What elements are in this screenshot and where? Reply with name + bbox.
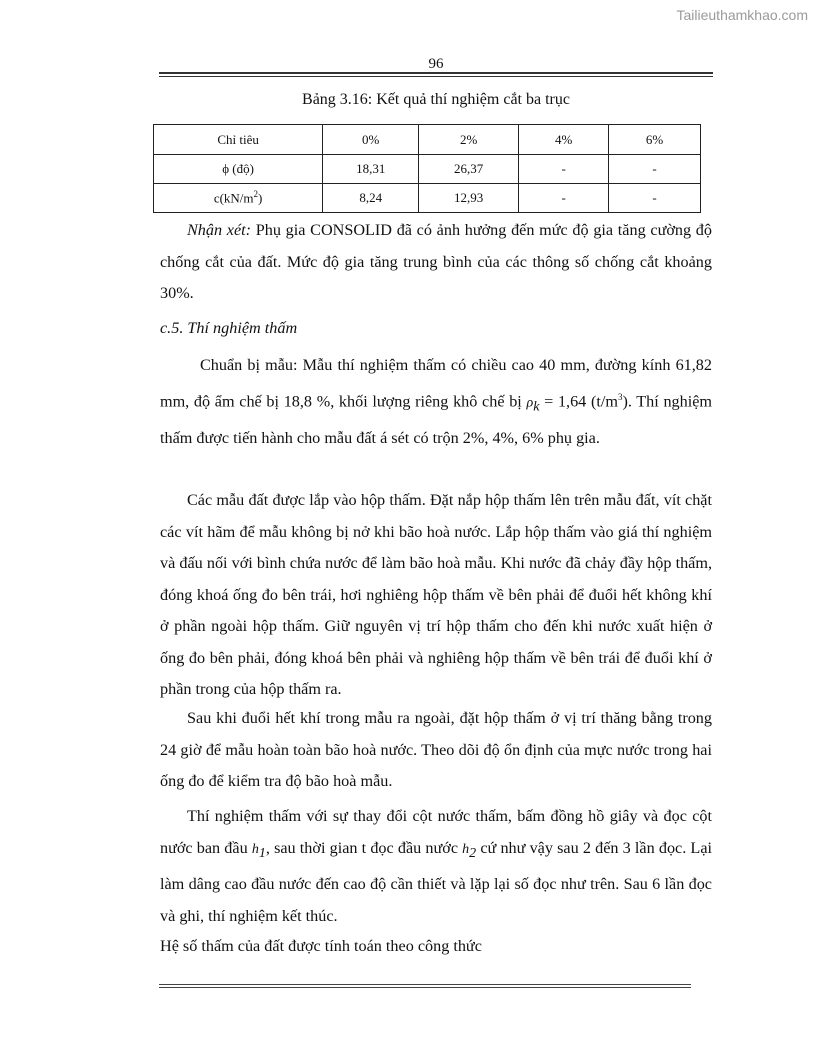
remark-label: Nhận xét: bbox=[187, 221, 252, 239]
results-table bbox=[153, 124, 701, 213]
table-header-row bbox=[154, 125, 701, 155]
page-number: 96 bbox=[428, 56, 444, 72]
table-caption: Bảng 3.16: Kết quả thí nghiệm cắt ba trục bbox=[302, 91, 570, 108]
paragraph-saturation: Sau khi đuổi hết khí trong mẫu ra ngoài, đặt hộp thấm ở vị trí thăng bằng trong 24 giờ để mẫu hoàn toàn bão hoà nước. Theo dõi độ ổn định của mực nước trong hai ống đo để kiểm tra độ bão hoà mẫu. bbox=[160, 709, 712, 790]
paragraph-sample-prep: Chuẩn bị mẫu: Mẫu thí nghiệm thấm có chiều cao 40 mm, đường kính 61,82 mm, độ ẩm chế bị 18,8 %, khối lượng riêng khô chế bị $\rho_k = 1,64$ $(t/m^3)$. Thí nghiệm thấm được tiến hành cho mẫu đất á sét có trộn 2%, 4%, 6% phụ gia. bbox=[160, 356, 713, 447]
header-cell: 6% bbox=[609, 125, 701, 155]
table-cell: 8,24 bbox=[323, 184, 419, 213]
table-cell: - bbox=[609, 155, 701, 184]
table-cell: 18,31 bbox=[323, 155, 419, 184]
paragraph-formula-intro: Hệ số thấm của đất được tính toán theo công thức bbox=[160, 937, 482, 955]
header-cell: 2% bbox=[419, 125, 519, 155]
table-cell: 12,93 bbox=[419, 184, 519, 213]
header-cell: 0% bbox=[323, 125, 419, 155]
row-label: ϕ (độ) bbox=[154, 155, 323, 184]
section-heading: c.5. Thí nghiệm thấm bbox=[160, 319, 298, 337]
row-label: $c(kN/m^2)$ bbox=[154, 184, 323, 213]
table-row bbox=[154, 184, 701, 213]
paragraph-assembly: Các mẫu đất được lắp vào hộp thấm. Đặt nắp hộp thấm lên trên mẫu đất, vít chặt các vít hãm để mẫu không bị nở khi bão hoà nước. Lắp hộp thấm vào giá thí nghiệm và đấu nối với bình chứa nước để làm bão hoà mẫu. Khi nước đã chảy đầy hộp thấm, đóng khoá ống đo bên trái, hơi nghiêng hộp thấm về bên phải để đuổi hết không khí ở phần ngoài hộp thấm. Giữ nguyên vị trí hộp thấm cho đến khi nước xuất hiện ở ống đo bên phải, đóng khoá bên phải và nghiêng hộp thấm về bên trái để đuổi khí ở phần trong của hộp thấm ra. bbox=[160, 491, 712, 698]
table-cell: - bbox=[519, 184, 609, 213]
header-cell: 4% bbox=[519, 125, 609, 155]
header-rule bbox=[159, 72, 713, 77]
table-row bbox=[154, 155, 701, 184]
paragraph-procedure: Thí nghiệm thấm với sự thay đổi cột nước thấm, bấm đồng hồ giây và đọc cột nước ban đầu $h_1$, sau thời gian t đọc đầu nước $h_2$ cứ như vậy sau 2 đến 3 lần đọc. Lại làm dâng cao đầu nước đến cao độ cần thiết và lặp lại số đọc như trên. Sau 6 lần đọc và ghi, thí nghiệm kết thúc. bbox=[160, 807, 713, 925]
table-cell: 26,37 bbox=[419, 155, 519, 184]
table-cell: - bbox=[519, 155, 609, 184]
remark-text: Phụ gia CONSOLID đã có ảnh hưởng đến mức độ gia tăng cường độ chống cắt của đất. Mức độ gia tăng trung bình của các thông số chống cắt khoảng 30%. bbox=[160, 221, 712, 302]
footer-rule bbox=[159, 984, 691, 988]
watermark: Tailieuthamkhao.com bbox=[676, 7, 808, 23]
remark-paragraph bbox=[160, 215, 712, 310]
table-cell: - bbox=[609, 184, 701, 213]
header-cell: Chỉ tiêu bbox=[154, 125, 323, 155]
